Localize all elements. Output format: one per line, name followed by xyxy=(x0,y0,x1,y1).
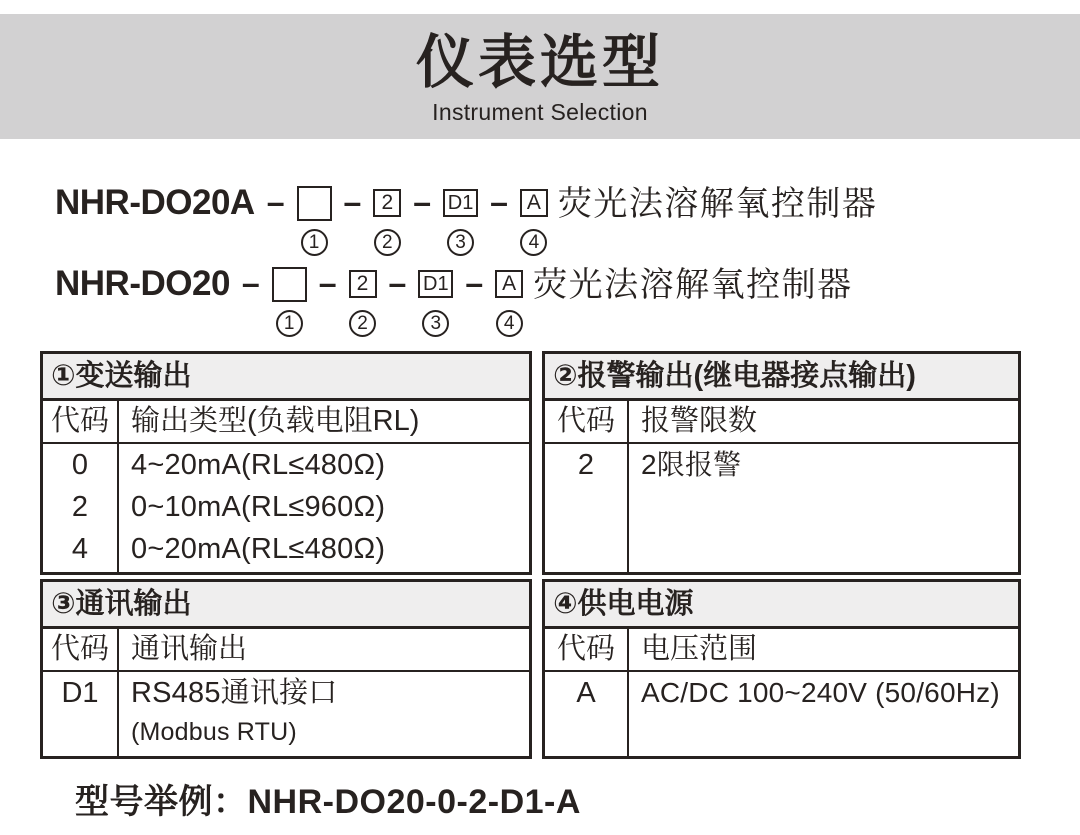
value-cell: 0~20mA(RL≤480Ω) xyxy=(131,533,386,565)
model-description: 荧光法溶解氧控制器 xyxy=(533,266,853,304)
code-column-header: 代码 xyxy=(43,401,119,442)
code-box-holder xyxy=(349,264,377,304)
code-slot-2 xyxy=(349,264,377,337)
code-cells xyxy=(545,672,629,756)
value-cells xyxy=(629,444,1018,572)
code-cell: 4 xyxy=(71,533,89,565)
value-cell: 2限报警 xyxy=(641,449,742,480)
dash-separator: – xyxy=(413,184,432,220)
page-subtitle: Instrument Selection xyxy=(432,98,648,125)
code-box-holder xyxy=(495,264,523,304)
model-code-section xyxy=(55,183,1080,337)
model-name: NHR-DO20A xyxy=(55,183,255,222)
model-example-line: 型号举例：NHR-DO20-0-2-D1-A xyxy=(75,783,581,821)
section-transmit-output xyxy=(40,351,532,575)
code-cell: 2 xyxy=(71,491,89,523)
circle-marker-1: 1 xyxy=(301,229,328,256)
code-box-holder xyxy=(373,183,401,223)
code-cell: 0 xyxy=(71,449,89,481)
selection-tables xyxy=(40,351,1021,759)
circle-marker-4: 4 xyxy=(496,310,523,337)
code-cell: D1 xyxy=(61,677,99,709)
data-area xyxy=(43,444,529,572)
dash-separator: – xyxy=(343,184,362,220)
value-cell-note: (Modbus RTU) xyxy=(131,718,297,746)
page-header xyxy=(0,14,1080,139)
value-cell: 0~10mA(RL≤960Ω) xyxy=(131,491,386,523)
code-box-1 xyxy=(297,186,332,221)
section-title: ①变送输出 xyxy=(43,354,529,401)
code-column-header: 代码 xyxy=(545,401,629,442)
section-title: ④供电电源 xyxy=(545,582,1018,629)
dash-separator: – xyxy=(266,184,285,220)
circle-marker-3: 3 xyxy=(447,229,474,256)
code-slot-1 xyxy=(272,264,307,337)
circle-marker-4: 4 xyxy=(520,229,547,256)
code-box-1 xyxy=(272,267,307,302)
section-comm-output xyxy=(40,579,532,759)
section-alarm-output xyxy=(542,351,1021,575)
code-cell: A xyxy=(576,677,596,709)
value-cells xyxy=(119,444,529,572)
code-box-holder xyxy=(443,183,478,223)
dash-separator: – xyxy=(465,265,484,301)
dash-separator: – xyxy=(241,265,260,301)
table-row-bottom xyxy=(40,579,1021,759)
code-box-holder xyxy=(418,264,453,304)
circle-marker-3: 3 xyxy=(422,310,449,337)
code-slot-1 xyxy=(297,183,332,256)
value-column-header: 输出类型(负载电阻RL) xyxy=(131,405,420,437)
column-header-row xyxy=(43,401,529,444)
code-box-4: A xyxy=(520,189,548,217)
value-column-header: 通讯输出 xyxy=(131,633,248,665)
section-power-supply xyxy=(542,579,1021,759)
circle-marker-2: 2 xyxy=(349,310,376,337)
page-title: 仪表选型 xyxy=(415,29,664,95)
dash-separator: – xyxy=(318,265,337,301)
code-cells xyxy=(43,672,119,756)
model-description: 荧光法溶解氧控制器 xyxy=(557,185,878,223)
column-header-row xyxy=(43,629,529,672)
dash-separator: – xyxy=(490,184,508,220)
code-slot-3 xyxy=(443,183,478,256)
code-slot-2 xyxy=(373,183,401,256)
code-box-holder xyxy=(272,264,307,304)
code-box-2: 2 xyxy=(373,189,401,217)
data-area xyxy=(545,672,1018,756)
value-cell: RS485通讯接口 xyxy=(131,677,338,709)
value-cells xyxy=(119,672,529,756)
dash-separator: – xyxy=(388,265,407,301)
circle-marker-1: 1 xyxy=(276,310,303,337)
column-header-row xyxy=(545,629,1018,672)
value-cells xyxy=(629,672,1018,756)
data-area xyxy=(43,672,529,756)
model-line-b xyxy=(55,264,1080,337)
section-title: ③通讯输出 xyxy=(43,582,529,629)
code-slot-3 xyxy=(418,264,453,337)
code-column-header: 代码 xyxy=(545,629,629,670)
code-box-3: D1 xyxy=(418,270,453,298)
section-title: ②报警输出(继电器接点输出) xyxy=(545,354,1018,401)
circle-marker-2: 2 xyxy=(374,229,401,256)
model-name: NHR-DO20 xyxy=(55,264,230,303)
code-cells xyxy=(43,444,119,572)
code-cells xyxy=(545,444,629,572)
column-header-row xyxy=(545,401,1018,444)
data-area xyxy=(545,444,1018,572)
value-cell: AC/DC 100~240V (50/60Hz) xyxy=(641,677,1000,708)
code-box-holder xyxy=(520,183,548,223)
table-row-top xyxy=(40,351,1021,575)
value-column-header: 电压范围 xyxy=(641,633,758,665)
value-column-header: 报警限数 xyxy=(641,405,758,437)
code-box-4: A xyxy=(495,270,523,298)
code-slot-4 xyxy=(520,183,548,256)
code-slot-4 xyxy=(495,264,523,337)
code-box-2: 2 xyxy=(349,270,377,298)
code-box-holder xyxy=(297,183,332,223)
code-cell: 2 xyxy=(577,449,595,481)
value-cell: 4~20mA(RL≤480Ω) xyxy=(131,449,386,481)
code-box-3: D1 xyxy=(443,189,478,217)
code-column-header: 代码 xyxy=(43,629,119,670)
model-line-a xyxy=(55,183,1080,256)
